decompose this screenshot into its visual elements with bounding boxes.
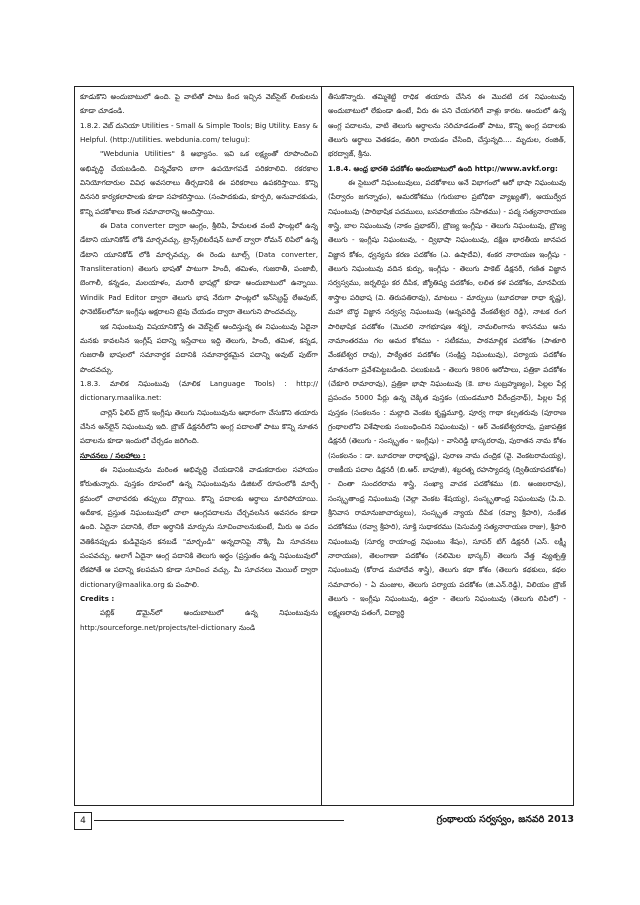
credits-heading: Credits : [80,594,115,604]
left-para-11: పబ్లిక్ డొమైన్‌లో అందుబాటులో ఉన్న నిఘంటువును http:/sourceforge.net/projects/tel-dictionary నుండి [80,608,318,632]
left-para-5: ఇక నిఘంటువు విషయానికొస్తే ఈ వెబ్‌సైట్ అందిస్తున్న ఈ నిఘంటువు ఏదైనా మనకు కావలసిన ఇంగ్లీష్ పదాన్ని ఇస్తేచాలు ఇద్ది తెలుగు, హిందీ, తమిళ, కన్నడ, గుజరాతీ భాషలలో సమానార్థక పదానికి సమానార్థకమైన పదాన్ని అవుట్ పుట్‌గా పొందవచ్చు. [80,321,318,374]
section-1-8-2-heading: 1.8.2. వెబ్ దునియా Utilities - Small & Simple Tools; Big Utility. Easy & Helpful. (http://utilities. webdunia.com/ telugu): [80,120,318,145]
left-para-4: ఈ Data converter ద్వారా ఆంగ్లం, శ్రీలిపి, హేమలత వంటి ఫాంట్లలో ఉన్న డేటాని యూనికోడ్ లోకి మార్చవచ్చు. ట్రాన్స్‌లిటరేషన్ టూల్ ద్వారా రోమన్ లిపిలో ఉన్న డేటాని యూనికోడ్ లోకి మార్చవచ్చు. ఈ రెండు టూల్స్ (Data converter, Transliteration) తెలుగు భాషతో పాటుగా హిందీ, తమిళం, గుజరాతీ, పంజాబీ, బెంగాలీ, కన్నడం, మలయాళం, మరాఠీ భాషల్లో కూడా అందుబాటులో ఉన్నాయి. Windik Pad Editor ద్వారా తెలుగు భాష నేరుగా ఫాంట్లలో ఇన్‌స్క్రిప్ట్ లేఅవుట్, ఫొనెటిక్‌లలోనూ ఇంగ్లీషు అక్షరాలని టైపు చేయడం ద్వారా తెలుగుని పొందవచ్చు. [80,221,318,317]
left-column [80,90,318,802]
footer-rule-left [94,820,344,821]
left-para-3: "Webdunia Utilities" కి అభ్యాసం. ఇవి ఒక లక్ష్యంతో రూపొందించి అభివృద్ధి చేయబడింది. చిన్నవేకాని బాగా ఉపయోగపడే పరికరాలివి. రకరకాల వినియోగదారుల వివిధ అవసరాలు తీర్చడానికి ఈ పరికరాలు ఉపకరిస్తాయి. కొన్ని దినసరి కార్యకలాపాలకు కూడా సహకరిస్తాయి. (సంపాదకుడు, కూర్పరి, అనువాదకుడు, కొన్ని పదకోశాలు కొంత సమాచారాన్ని అందిస్తాయి. [80,149,318,216]
section-1-8-4-heading: 1.8.4. ఆంధ్ర భారతి పదకోశం అందుబాటులో ఉంది http://www.avkf.org: [328,163,558,173]
page-number: 4 [74,812,92,830]
left-para-1: కూడుకొని అందుబాటులో ఉంది. పై వాటితో పాటు కింద ఇచ్చిన వెబ్‌సైట్ లింకులను కూడా చూడండి. [80,92,318,116]
right-para-1: తీసుకొన్నారు. తమ్మిశెట్టి రాధిక తయారు చేసిన ఈ మొదటి దశ నిఘంటువు అందుబాటులో లేకుండా ఉంటే, వీరు ఈ పని చేయగలిగే వాళ్లు కారట. అందులో ఉన్న ఆంగ్ల పదాలను, వాటి తెలుగు అర్థాలను సరిచూడడంతో పాటు, కొన్ని అంగ్ల పదాలకు తెలుగు అర్థాలు వెతకడం, తిరిగి రాయడం చేసింది, చేస్తున్నది.... మృదుల, రంజిత్, భరద్వాజ్, శ్రీను. [328,92,566,159]
right-para-3: ఈ సైటులో నిఘంటువులు, పదకోశాలు అనే విభాగంలో ఆరో భాషా నిఘంటువు (పేర్వారం జగన్నాథం), అమరకోశము (గురుబాల ప్రబోధికా వ్యాఖ్యతో), ఆయుర్వేద నిఘంటువు (పారిభాషిక పదములు, బసవరాజీయం సహితము) - పద్మ సత్యనారాయణ శాస్త్రి, బాల నిఘంటువు (నాకం ప్రభాకర్), బ్రౌణ్య ఇంగ్లీషు - తెలుగు నిఘంటువు, బ్రౌణ్య తెలుగు - ఇంగ్లీషు నిఘంటువు, - ద్విభాషా నిఘంటువు, దక్షిణ భారతీయ జానపద విజ్ఞాన కోశం, ధ్వన్యను కరణ పదకోశం (ఎ. ఉషాదేవి), శంకర నారాయణ ఇంగ్లీషు - తెలుగు నిఘంటువు వదిన కుర్పు, ఇంగ్లీషు - తెలుగు పాకెట్ డిక్షనరీ, గణిత విజ్ఞాన సర్వస్వము, జర్నలిస్టు కర దీపిక, జ్యోతిష్య పదకోశం, లలిత కళ పదకోశం, మానవీయ శాస్త్రాల పరిభాష (వి. తిరుపతిరావు), మాటలు - మార్పులు (బూదరాజు రాధా కృష్ణ), మహా బౌద్ధ విజ్ఞాన సర్వస్వ నిఘంటువు (అన్నపరెడ్డి వేంకటేశ్వర రెడ్డి), నాటక రంగ పారిభాషిక పదకోశం (మొదలి నాగభూషణ శర్మ), నామలింగాను శాసనము అను నామాంతరము గల అమర కోశము - సటీకము, పాఠమాల్లిక పదకోశం (పాతూరి వేంకటేశ్వర రావు), పాఠ్యేతర పదకోశం (సంక్షిప్త నిఘంటువు), పర్యాయ పదకోశం నూతనంగా ప్రవేశపెట్టబడింది. పలుకుబడి - తెలుగు 9806 ఆరోపాలు, పత్రికా పదకోశం (చేకూరి రామారావు), ప్రత్రికా భాషా నిఘంటువు (కె. బాల సుబ్రహ్మణ్యం), పిల్లల పేర్ల ప్రపంచం 5000 పేర్లు ఉన్న చెక్కిత పుస్తకం (యండమూరి వీరేంద్రనాథ్), పిల్లల పేర్ల పుస్తకం (సంకలనం : మల్లాది వెంకట కృష్ణమూర్తి, పూర్వ గాథా కల్పతరువు (పూరాణ గ్రంథాలలోని విశేషాలకు సంబంధించిన నిఘంటువు) - ఆర్ వెంకటేశ్వరరావు, ప్రజాపత్రిక డిక్షనరీ (తెలుగు - సంస్కృతం - ఇంగ్లీషు) - వాసిరెడ్డి భాస్కరరావు, పురాతన నామ కోశం (సంకలనం : డా. బూదరాజు రాధాకృష్ణ), పురాణ నామ చంద్రిక (వై. వెంకటరామయ్య), రాజకీయ పదాల డిక్షనరీ (బి.ఆర్. బాపూజీ), శబ్దరత్న రహస్యాదర్శ (ద్వితీయాపదకోశం) - చింతా సుందరరామ శాస్త్రి, సంఖ్యా వాచక పదకోశము (బి. అంజలరావు), సంస్కృతాంధ్ర నిఘంటువు (వెల్లా వెంకట శేషయ్య), సంస్కృతాంధ్ర నిఘంటువు (పి.వి. శ్రీనివాస రామానుజాచార్యులు), సంస్కృత న్యాయ దీపిక (రవ్వా శ్రీహరి), సంకేత పదకోశము (రవ్వా శ్రీహరి), సూక్తి సుధాకరము (పెసుమర్తి సత్యనారాయణ రాజు), శ్రీహరి నిఘంటువు (సూర్య రాయాంధ్ర నిఘంటు శేషం), సూపర్ టిగ్ డిక్షనరీ (ఎస్. లక్ష్మీ నారాయణ), తెలంగాణా పదకోశం (నలిమెల భాస్కర్) తెలుగు వేత్త వ్యుత్పత్తి నిఘంటువు (కోరాడ మహాదేవ శాస్త్రి), తెలుగు కథా కోశం (తెలుగు కథకులు, కథల సమాచారం) - ఏ మంజుల, తెలుగు పర్యాయ పదకోశం (జి.ఎన్.రెడ్డి), విలియం బ్రౌణ్ తెలుగు - ఇంగ్లీషు నిఘంటువు, ఉర్దూ - తెలుగు నిఘంటువు (తెలుగు లిపిలో) - లక్ష్మణరావు పతంగే, విద్యార్థి [328,178,566,618]
left-para-9: ఈ నిఘంటువును మరింత అభివృద్ధి చేయడానికి వాడుకదారుల సహాయం కోరుతున్నారు. పుస్తకం రూపంలో ఉన్న నిఘంటువును డిజిటల్ రూపంలోకి మార్చే క్రమంలో చాలావరకు తప్పులు దొర్లాయి. కొన్ని పదాలకు అర్థాలు మారిపోయాయి. అదీకాక, ప్రస్తుత నిఘంటువులో చాలా ఆంగ్లపదాలను చేర్చవలసిన అవసరం కూడా ఉంది. ఏదైనా పదానికి, లేదా అర్థానికి మార్పును సూచించాలనుకుంటే, మీరు ఆ పదం వెతికినప్పుడు కుడివైపున కనబడే "మార్చండి" అన్నదానిపై నొక్కి మీ సూచనలు పంపవచ్చు. అలాగే ఏదైనా ఆంగ్ల పదానికి తెలుగు అర్థం (ప్రస్తుతం ఉన్న నిఘంటువులో లేకపోతే ఆ పదాన్ని కలపమని కూడా సూచించ వచ్చు. మీ సూచనలు మెయిల్ ద్వారా dictionary@maalika.org కు పంపాలి. [80,464,318,589]
section-1-8-3-heading: 1.8.3. మాలిక నిఘంటువు (మాలిక Language Tools) : http:// dictionary.maalika.net: [80,378,318,403]
left-para-7: చార్లెస్ ఫిలిప్ బ్రౌన్ ఇంగ్లీషు తెలుగు నిఘంటువును ఆధారంగా చేసుకొని తయారు చేసిన ఆన్‌లైన్ నిఘంటువు ఇది. బ్రౌణ్ డిక్షనరీలోని అంగ్ల పదాలతో పాటు కొన్ని నూతన పదాలను కూడా ఇందులో చేర్చడం జరిగింది. [80,407,318,446]
column-divider [321,86,322,806]
journal-title: గ్రంథాలయ సర్వస్వం, జనవరి 2013 [436,814,574,825]
suggestions-subheading: సూచనలు / సలహాలు : [80,450,146,460]
right-column [328,90,566,802]
page-footer [74,812,574,832]
